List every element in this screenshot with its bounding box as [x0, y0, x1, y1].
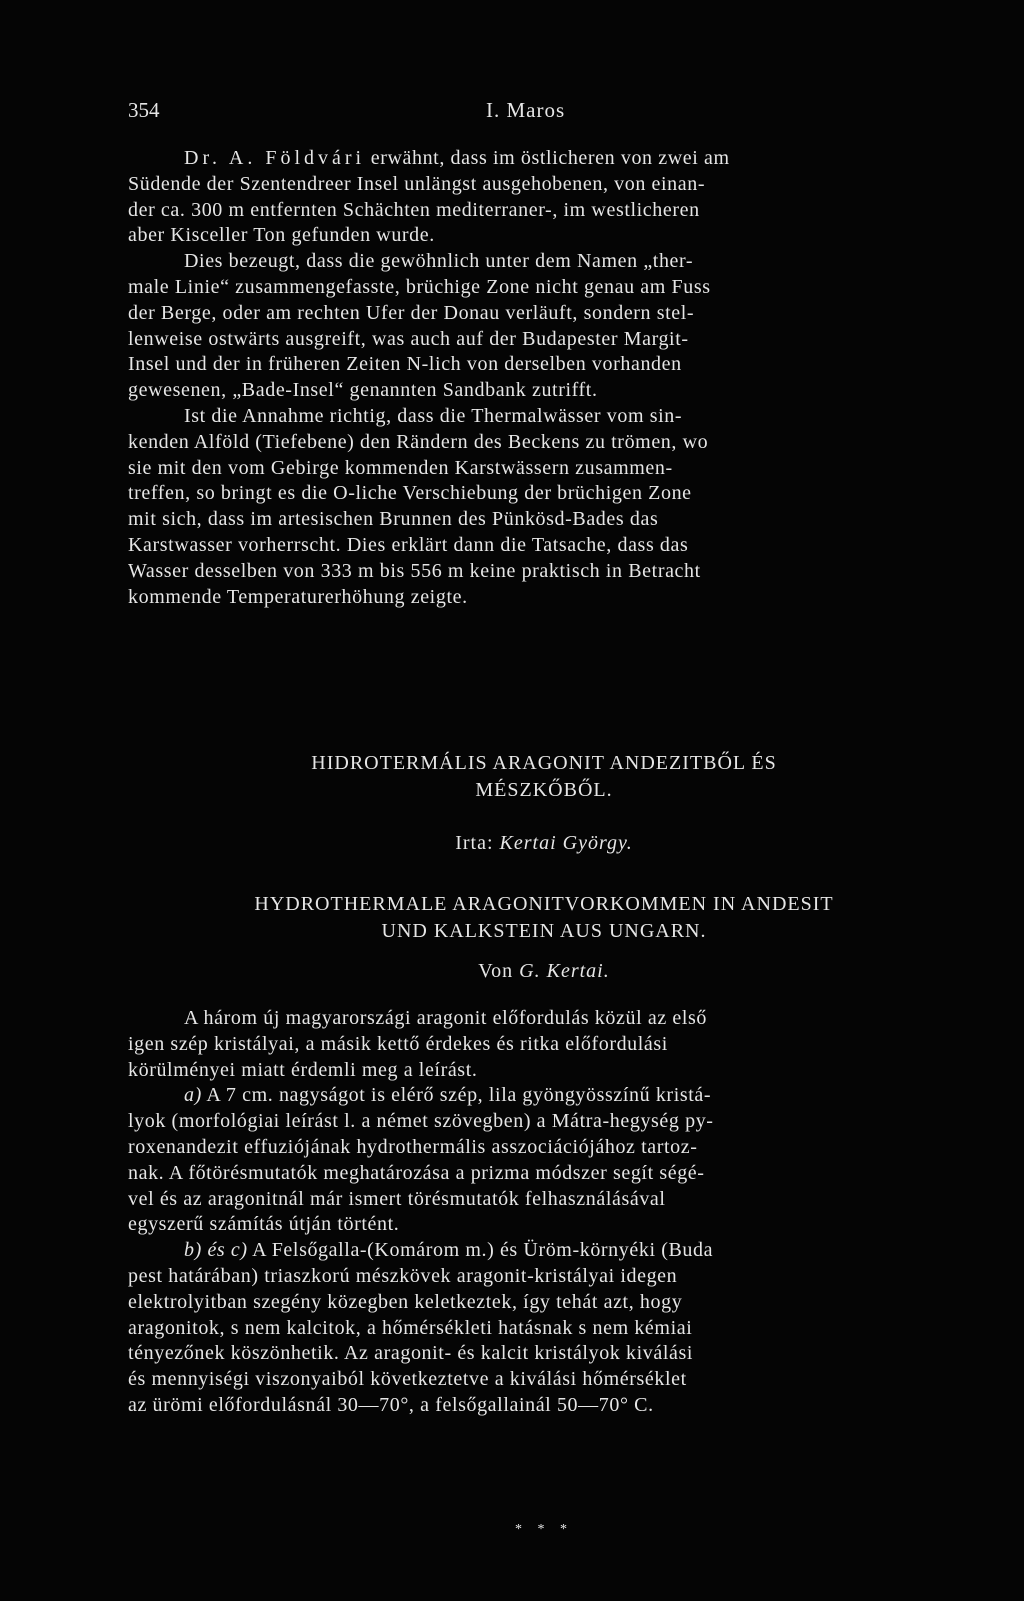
text-line: vel és az aragonitnál már ismert törésmutatók felhasználásával [128, 1187, 666, 1210]
page-number: 354 [128, 98, 160, 122]
paragraph-foldvari: Dr. A. Földvári erwähnt, dass im östlicheren von zwei am [184, 147, 730, 169]
item-label: a) [184, 1084, 202, 1107]
hungarian-text-block [128, 1006, 960, 1419]
page-header [128, 98, 964, 128]
text-line: der Berge, oder am rechten Ufer der Donau verläuft, sondern stel- [128, 301, 695, 324]
text-line: és mennyiségi viszonyaiból következtetve a kiválási hőmérséklet [128, 1368, 687, 1391]
text-line: Wasser desselben von 333 m bis 556 m keine praktisch in Betracht [128, 559, 701, 582]
text-line: aragonitok, s nem kalcitok, a hőmérsékleti hatásnak s nem kémiai [128, 1316, 693, 1339]
text-line: gewesenen, „Bade-Insel“ genannten Sandbank zutrifft. [128, 379, 598, 402]
text-line: lyok (morfológiai leírást l. a német szövegben) a Mátra-hegység py- [128, 1110, 714, 1133]
german-author-line: Von G. Kertai. [478, 960, 610, 982]
german-article-title: HYDROTHERMALE ARAGONITVORKOMMEN IN ANDESIT UND KALKSTEIN AUS UNGARN. [254, 893, 834, 942]
text-line: körülményei miatt érdemli meg a leírást. [128, 1058, 478, 1081]
text-line: tényezőnek köszönhetik. Az aragonit- és kalcit kristályok kiválási [128, 1342, 693, 1365]
text-line: mit sich, dass im artesischen Brunnen des Pünkösd-Bades das [128, 508, 659, 531]
text-line: kommende Temperaturerhöhung zeigte. [128, 585, 468, 608]
text-line: treffen, so bringt es die O-liche Verschiebung der brüchigen Zone [128, 482, 692, 505]
text-line: Ist die Annahme richtig, dass die Thermalwässer vom sin- [184, 404, 683, 427]
hungarian-article-title: HIDROTERMÁLIS ARAGONIT ANDEZITBŐL ÉS MÉSZKŐBŐL. [311, 752, 777, 801]
author-name: G. Kertai. [519, 960, 610, 982]
text-line: aber Kisceller Ton gefunden wurde. [128, 224, 435, 247]
text-line: Karstwasser vorherrscht. Dies erklärt dann die Tatsache, dass das [128, 533, 689, 556]
text-line: roxenandezit effuziójának hydrothermális asszociációjához tartoz- [128, 1135, 698, 1158]
paragraph-b-c: b) és c) A Felsőgalla-(Komárom m.) és Üröm-környéki (Buda [184, 1239, 714, 1262]
german-text-block [128, 146, 960, 610]
text-line: der ca. 300 m entfernten Schächten mediterraner-, im westlicheren [128, 198, 700, 221]
text-line: male Linie“ zusammengefasste, brüchige Zone nicht genau am Fuss [128, 275, 711, 298]
text-line: Südende der Szentendreer Insel unlängst ausgehobenen, von einan- [128, 172, 706, 195]
author-name-foldvari: Dr. A. Földvári [184, 147, 366, 169]
text-line: igen szép kristályai, a másik kettő érdekes és ritka előfordulási [128, 1032, 668, 1055]
text-line: elektrolyitban szegény közegben keletkeztek, így tehát azt, hogy [128, 1290, 683, 1313]
text-line: pest határában) triaszkorú mészkövek aragonit-kristályai idegen [128, 1264, 678, 1287]
running-head: I. Maros [486, 98, 566, 122]
paragraph-a: a) A 7 cm. nagyságot is elérő szép, lila gyöngyösszínű kristá- [184, 1084, 712, 1107]
item-label: b) és c) [184, 1239, 248, 1262]
text-line: A három új magyarországi aragonit előfordulás közül az első [184, 1007, 708, 1029]
text-line: egyszerű számítás útján történt. [128, 1213, 400, 1236]
text-line: Dies bezeugt, dass die gewöhnlich unter dem Namen „ther- [184, 250, 694, 273]
text-line: az ürömi előfordulásnál 30—70°, a felsőgallainál 50—70° C. [128, 1393, 654, 1416]
hungarian-author-line: Irta: Kertai György. [455, 832, 633, 854]
text-line: nak. A főtörésmutatók meghatározása a prizma módszer segít ségé- [128, 1161, 705, 1184]
text-line: kenden Alföld (Tiefebene) den Rändern des Beckens zu trömen, wo [128, 430, 709, 453]
author-name: Kertai György. [499, 832, 633, 854]
text-line: sie mit den vom Gebirge kommenden Karstwässern zusammen- [128, 456, 673, 479]
text-line: Insel und der in früheren Zeiten N-lich von derselben vorhanden [128, 353, 682, 376]
section-separator-stars: * * * [515, 1522, 573, 1537]
text-line: lenweise ostwärts ausgreift, was auch auf der Budapester Margit- [128, 327, 689, 350]
